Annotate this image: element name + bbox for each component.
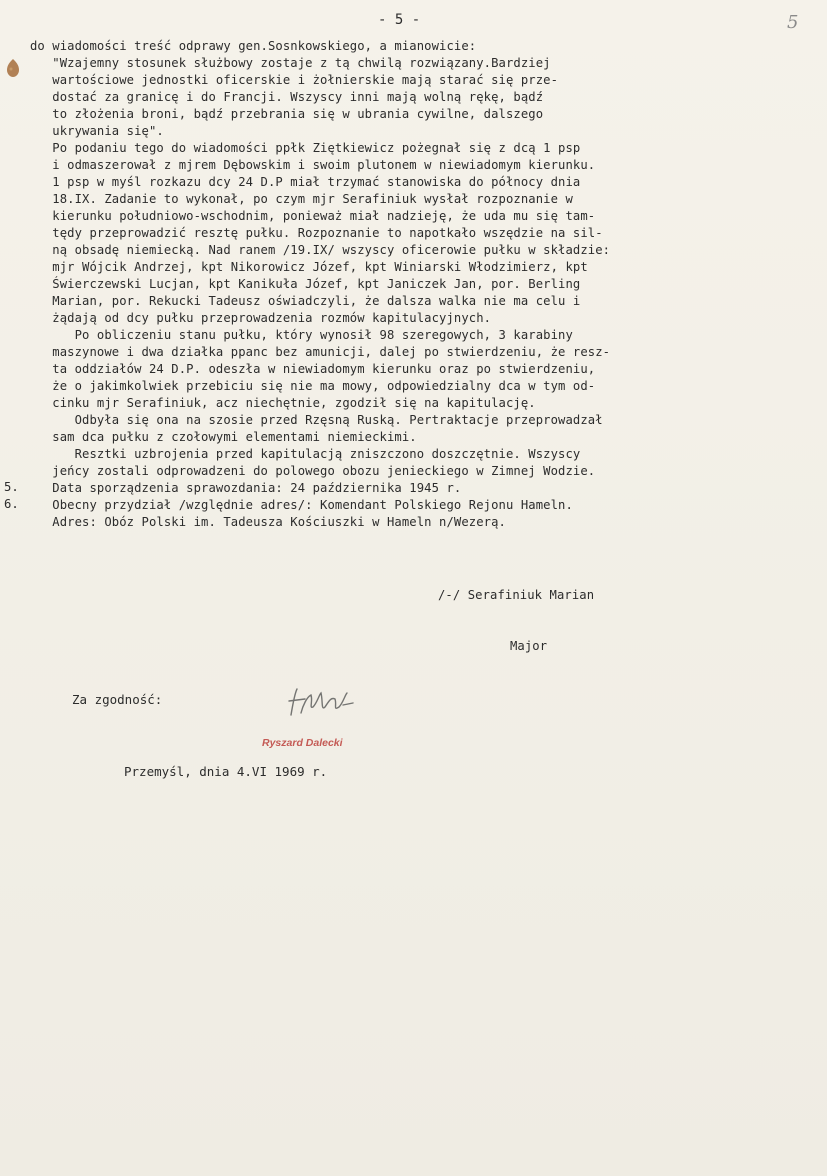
body-line: Marian, por. Rekucki Tadeusz oświadczyli, że dalsza walka nie ma celu i: [30, 294, 581, 308]
signature-rank: Major: [510, 639, 548, 653]
body-line: Obecny przydział /względnie adres/: Komendant Polskiego Rejonu Hameln.: [30, 498, 573, 512]
body-line: wartościowe jednostki oficerskie i żołnierskie mają starać się prze-: [30, 73, 559, 87]
body-line: dostać za granicę i do Francji. Wszyscy inni mają wolną rękę, bądź: [30, 90, 544, 104]
body-line: kierunku południowo-wschodnim, ponieważ miał nadzieję, że uda mu się tam-: [30, 209, 596, 223]
body-line: Świerczewski Lucjan, kpt Kanikuła Józef, kpt Janiczek Jan, por. Berling: [30, 277, 581, 291]
body-line: Po obliczeniu stanu pułku, który wynosił 98 szeregowych, 3 karabiny: [30, 328, 573, 342]
body-line: ną obsadę niemiecką. Nad ranem /19.IX/ wszyscy oficerowie pułku w składzie:: [30, 243, 611, 257]
body-line: sam dca pułku z czołowymi elementami niemieckimi.: [30, 430, 417, 444]
body-line: maszynowe i dwa działka ppanc bez amunicji, dalej po stwierdzeniu, że resz-: [30, 345, 611, 359]
certification-block: [72, 640, 327, 832]
body-line: i odmaszerował z mjrem Dębowskim i swoim plutonem w niewiadomym kierunku.: [30, 158, 596, 172]
body-line: Data sporządzenia sprawozdania: 24 października 1945 r.: [30, 481, 462, 495]
body-line: 1 psp w myśl rozkazu dcy 24 D.P miał trzymać stanowiska do północy dnia: [30, 175, 581, 189]
body-line: Po podaniu tego do wiadomości ppłk Ziętkiewicz pożegnał się z dcą 1 psp: [30, 141, 581, 155]
body-line: to złożenia broni, bądź przebrania się w ubrania cywilne, dalszego: [30, 107, 544, 121]
certification-label: Za zgodność:: [72, 692, 163, 707]
corner-page-mark: 5: [787, 12, 799, 33]
ink-blot-mark: [4, 58, 22, 78]
body-line: Resztki uzbrojenia przed kapitulacją zniszczono doszczętnie. Wszyscy: [30, 447, 581, 461]
body-line: ukrywania się".: [30, 124, 164, 138]
signature-block: [438, 553, 594, 689]
body-line: "Wzajemny stosunek służbowy zostaje z tą chwilą rozwiązany.Bardziej: [30, 56, 551, 70]
body-line: ta oddziałów 24 D.P. odeszła w niewiadomym kierunku oraz po stwierdzeniu,: [30, 362, 596, 376]
handwritten-signature: [283, 685, 363, 721]
certification-place-date: Przemyśl, dnia 4.VI 1969 r.: [124, 764, 328, 779]
body-line: 18.IX. Zadanie to wykonał, po czym mjr Serafiniuk wysłał rozpoznanie w: [30, 192, 573, 206]
signature-name: /-/ Serafiniuk Marian: [438, 588, 595, 602]
body-line: do wiadomości treść odprawy gen.Sosnkowskiego, a mianowicie:: [30, 39, 477, 53]
body-line: Adres: Obóz Polski im. Tadeusza Kościuszki w Hameln n/Wezerą.: [30, 515, 506, 529]
name-stamp: Ryszard Dalecki: [262, 737, 343, 749]
item-number: 6.: [4, 497, 19, 511]
item-number: 5.: [4, 480, 19, 494]
body-line: żądają od dcy pułku przeprowadzenia rozmów kapitulacyjnych.: [30, 311, 492, 325]
body-line: cinku mjr Serafiniuk, acz niechętnie, zgodził się na kapitulację.: [30, 396, 536, 410]
body-line: że o jakimkolwiek przebiciu się nie ma mowy, odpowiedzialny dca w tym od-: [30, 379, 596, 393]
document-body: [30, 38, 610, 531]
body-line: mjr Wójcik Andrzej, kpt Nikorowicz Józef, kpt Winiarski Włodzimierz, kpt: [30, 260, 588, 274]
body-line: Odbyła się ona na szosie przed Rzęsną Ruską. Pertraktacje przeprowadzał: [30, 413, 603, 427]
body-line: tędy przeprowadzić resztę pułku. Rozpoznanie to napotkało wszędzie na sil-: [30, 226, 603, 240]
page-number: - 5 -: [378, 12, 421, 28]
body-line: jeńcy zostali odprowadzeni do polowego obozu jenieckiego w Zimnej Wodzie.: [30, 464, 596, 478]
